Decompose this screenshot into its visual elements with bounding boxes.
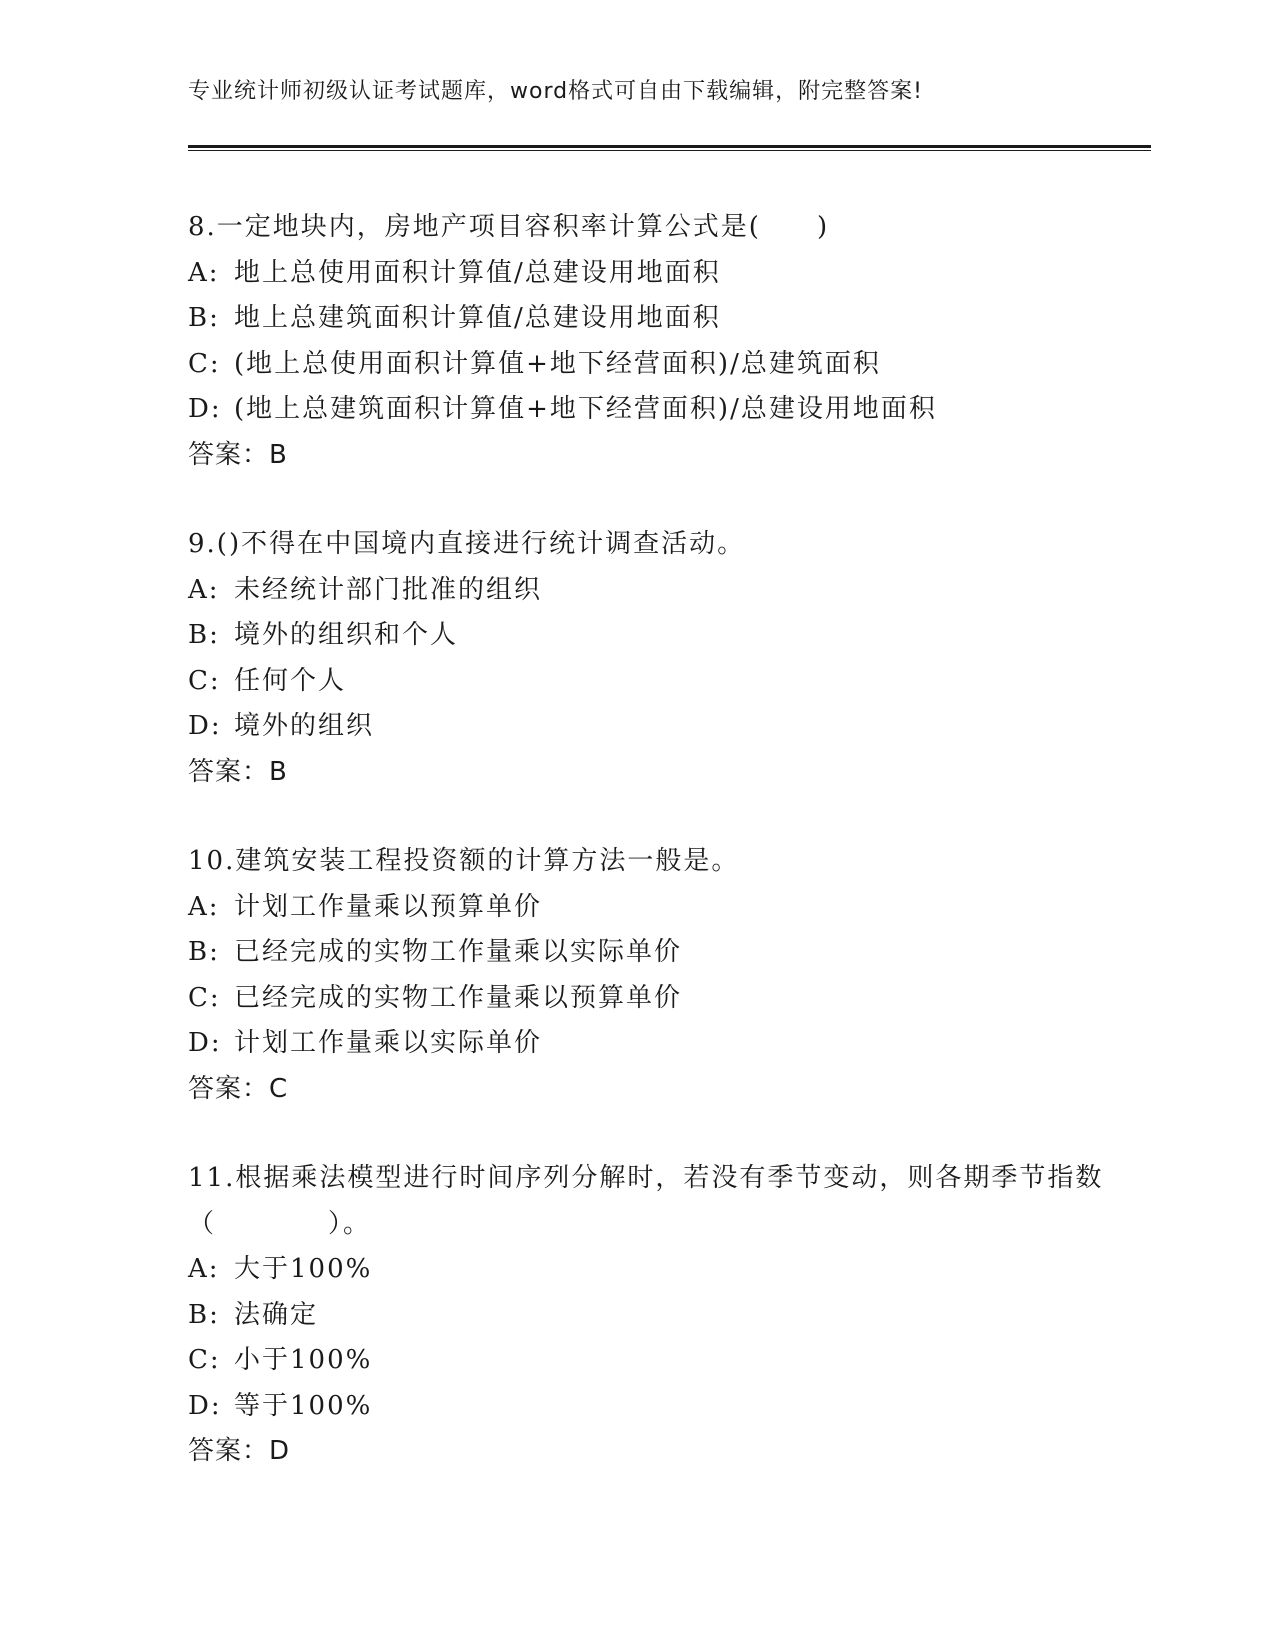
header-rule-thin (188, 150, 1151, 151)
question-stem: 9.()不得在中国境内直接进行统计调查活动。 (188, 529, 746, 559)
option-letter: D: (188, 711, 222, 741)
option-text: 境外的组织和个人 (234, 620, 459, 650)
answer: 答案：C (188, 1073, 289, 1104)
option-text: (地上总使用面积计算值+地下经营面积)/总建筑面积 (234, 348, 881, 379)
option-letter: D: (188, 394, 222, 424)
option-c (188, 976, 1118, 1022)
option-letter: B: (188, 303, 220, 333)
option-text: 地上总使用面积计算值/总建设用地面积 (234, 257, 721, 288)
option-text: (地上总建筑面积计算值+地下经营面积)/总建设用地面积 (234, 394, 937, 424)
question-10 (188, 839, 1118, 1112)
option-a (188, 251, 1118, 297)
option-d (188, 387, 1118, 433)
option-a (188, 568, 1118, 614)
option-b (188, 296, 1118, 342)
question-stem: 10.建筑安装工程投资额的计算方法一般是。 (188, 846, 740, 876)
question-11 (188, 1156, 1118, 1475)
option-a (188, 1247, 1118, 1293)
option-text: 已经完成的实物工作量乘以预算单价 (234, 982, 683, 1013)
option-text: 已经完成的实物工作量乘以实际单价 (234, 937, 683, 967)
option-a (188, 885, 1118, 931)
option-c (188, 659, 1118, 705)
option-letter: A: (188, 1254, 220, 1284)
option-b (188, 930, 1118, 976)
question-list (188, 205, 1118, 1519)
question-stem: 11.根据乘法模型进行时间序列分解时，若没有季节变动，则各期季节指数（ ）。 (188, 1163, 1104, 1239)
option-text: 境外的组织 (234, 711, 375, 741)
option-d (188, 1384, 1118, 1430)
option-letter: B: (188, 620, 220, 650)
option-letter: D: (188, 1390, 222, 1421)
option-letter: C: (188, 665, 221, 696)
option-text: 未经统计部门批准的组织 (234, 574, 543, 605)
option-letter: D: (188, 1028, 222, 1058)
answer: 答案：B (188, 756, 288, 787)
question-8 (188, 205, 1118, 478)
option-text: 任何个人 (234, 665, 347, 696)
option-letter: A: (188, 574, 220, 605)
header-rule-thick (188, 145, 1151, 148)
option-text: 计划工作量乘以预算单价 (234, 891, 543, 922)
option-text: 计划工作量乘以实际单价 (234, 1028, 543, 1058)
answer: 答案：B (188, 439, 288, 470)
question-stem: 8.一定地块内，房地产项目容积率计算公式是( ) (188, 212, 830, 242)
option-letter: B: (188, 1299, 220, 1330)
option-text: 法确定 (234, 1299, 319, 1330)
option-b (188, 1293, 1118, 1339)
option-letter: A: (188, 891, 220, 922)
option-d (188, 1021, 1118, 1067)
option-letter: C: (188, 1345, 221, 1375)
option-text: 大于100% (234, 1254, 373, 1284)
option-letter: C: (188, 348, 221, 379)
option-c (188, 342, 1118, 388)
option-letter: A: (188, 257, 220, 288)
option-d (188, 704, 1118, 750)
option-letter: C: (188, 982, 221, 1013)
option-c (188, 1338, 1118, 1384)
option-b (188, 613, 1118, 659)
option-text: 小于100% (234, 1345, 373, 1375)
answer: 答案：D (188, 1436, 291, 1466)
option-text: 等于100% (234, 1390, 373, 1421)
option-letter: B: (188, 937, 220, 967)
page-header: 专业统计师初级认证考试题库，word格式可自由下载编辑，附完整答案! (188, 79, 923, 104)
option-text: 地上总建筑面积计算值/总建设用地面积 (234, 303, 721, 333)
question-9 (188, 522, 1118, 795)
